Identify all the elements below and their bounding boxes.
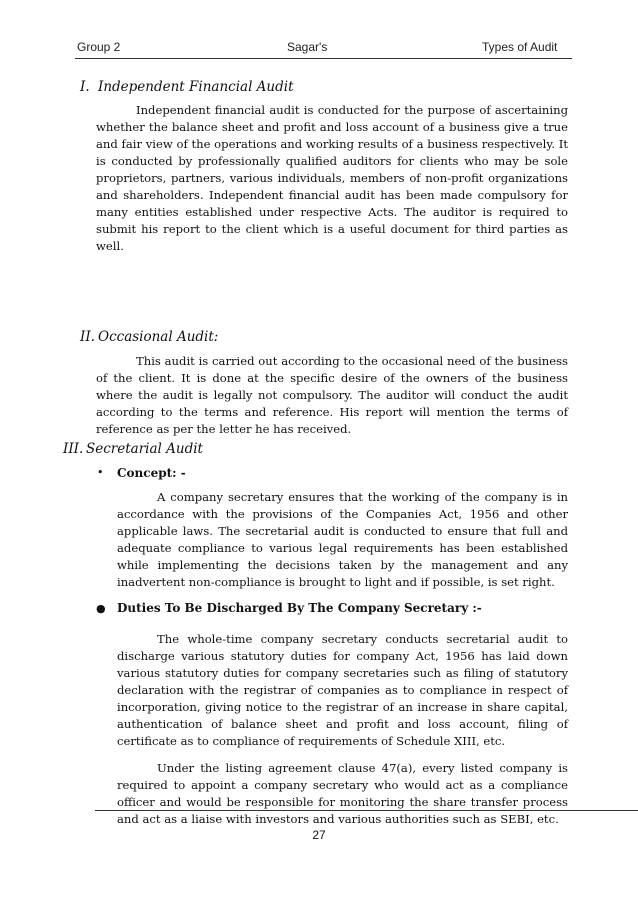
section-1-number: I. bbox=[80, 79, 90, 95]
footer-rule bbox=[95, 810, 638, 811]
section-3-title: Secretarial Audit bbox=[86, 441, 203, 457]
duties-heading: Duties To Be Discharged By The Company Secretary :- bbox=[117, 601, 482, 615]
header-topic: Types of Audit bbox=[482, 40, 558, 54]
section-3-number: III. bbox=[63, 441, 84, 457]
duties-body-1: The whole-time company secretary conducts secretarial audit to discharge various statutory duties for company Act, 1956 has laid down various statutory duties for company secretaries such as filing of statutory declaration with the registrar of companies as to compliance in respect of incorporation, giving notice to the registrar of an increase in share capital, authentication of balance sheet and profit and loss account, filing of certificate as to compliance of requirements of Schedule XIII, etc. bbox=[117, 632, 568, 748]
header-author: Sagar's bbox=[287, 40, 328, 54]
section-2-number: II. bbox=[80, 329, 95, 345]
section-1-title: Independent Financial Audit bbox=[98, 79, 294, 95]
section-2-body: This audit is carried out according to the occasional need of the business of the client. It is done at the specific desire of the owners of the business where the audit is legally not compulsory. The auditor will conduct the audit according to the terms and reference. His report will mention the terms of reference as per the letter he has received. bbox=[96, 354, 568, 436]
concept-body: A company secretary ensures that the working of the company is in accordance with the provisions of the Companies Act, 1956 and other applicable laws. The secretarial audit is conducted to ensure that full and adequate compliance to various legal requirements has been established while implementing the decisions taken by the management and any inadvertent non-compliance is brought to light and if possible, is set right. bbox=[117, 490, 568, 589]
header-group: Group 2 bbox=[77, 40, 121, 54]
concept-heading: Concept: - bbox=[117, 466, 186, 480]
section-1-body: Independent financial audit is conducted for the purpose of ascertaining whether the balance sheet and profit and loss account of a business give a true and fair view of the operations and working results of a business respectively. It is conducted by professionally qualified auditors for clients who may be sole proprietors, partners, various individuals, members of non-profit organizations and shareholders. Independent financial audit has been made compulsory for many entities established under respective Acts. The auditor is required to submit his report to the client which is a useful document for third parties as well. bbox=[96, 103, 568, 253]
bullet-duties-icon: ● bbox=[96, 602, 106, 615]
header-rule bbox=[75, 58, 572, 59]
section-2-title: Occasional Audit: bbox=[98, 329, 219, 345]
duties-body-2: Under the listing agreement clause 47(a), every listed company is required to appoint a company secretary who would act as a compliance officer and would be responsible for monitoring the share transfer process and act as a liaise with investors and various authorities such as SEBI, etc. bbox=[117, 761, 568, 826]
page-number: 27 bbox=[312, 828, 326, 842]
bullet-concept-icon: • bbox=[97, 466, 104, 479]
